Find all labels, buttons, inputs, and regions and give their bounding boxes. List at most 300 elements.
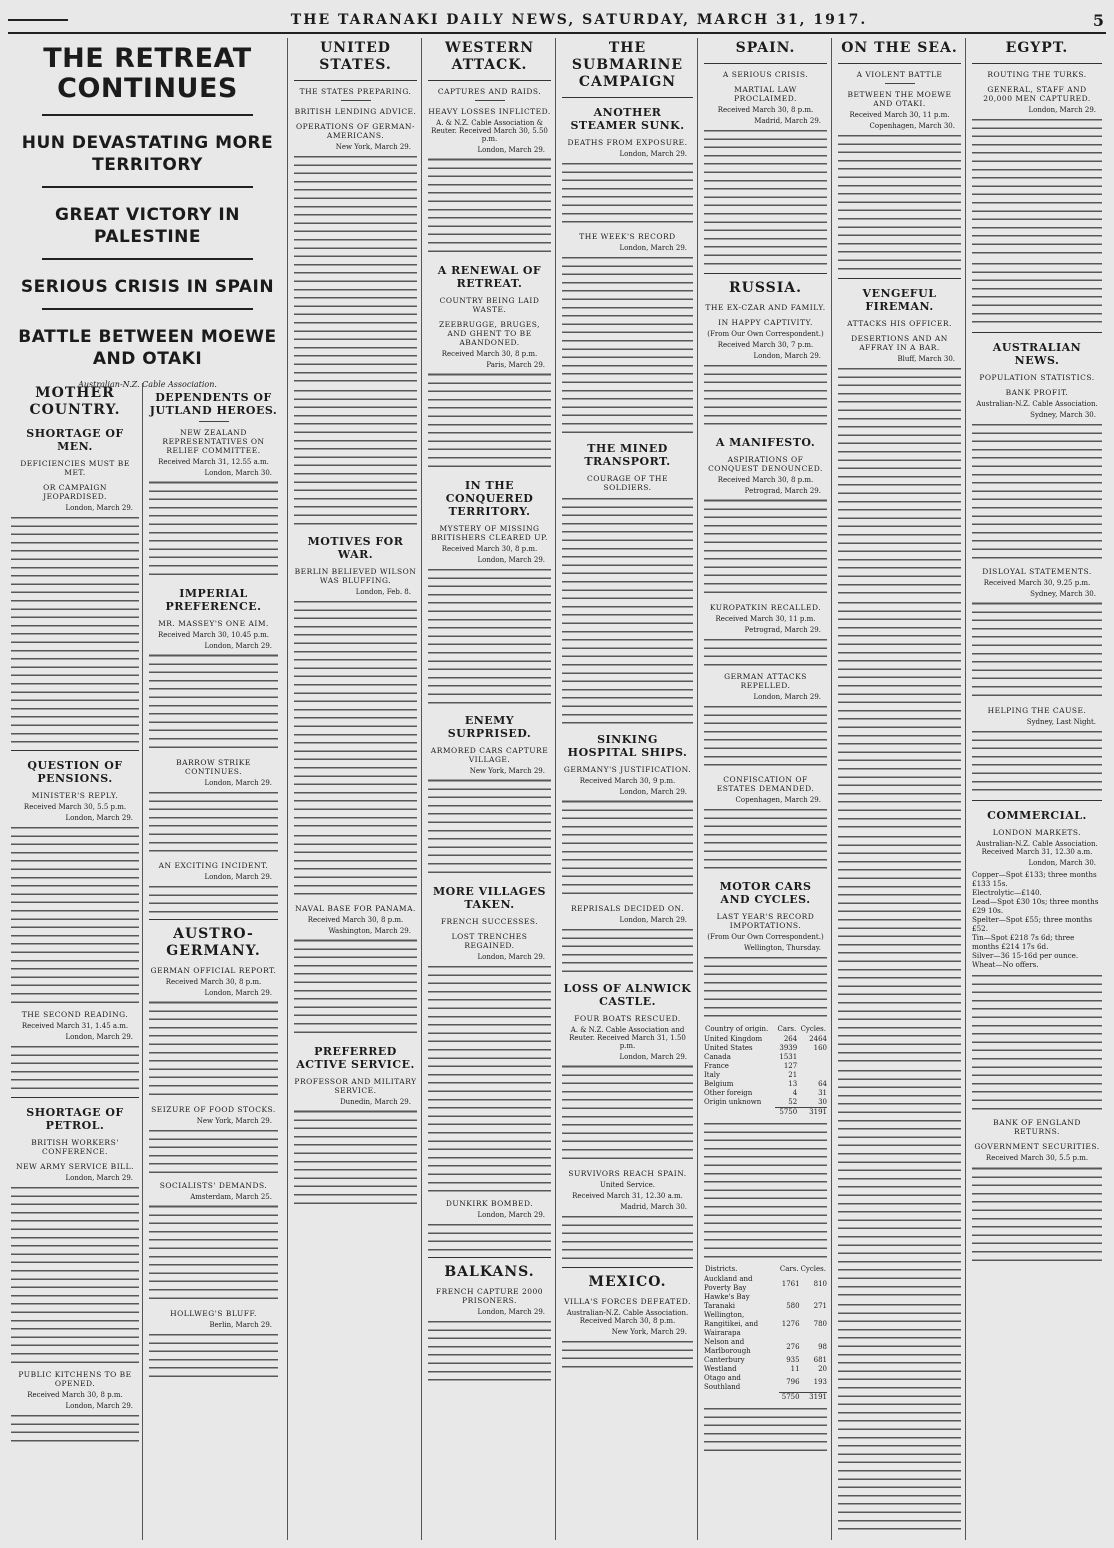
table-cell: Westland <box>704 1365 737 1373</box>
article-body <box>428 156 551 256</box>
received-line: Received March 30, 8 p.m. <box>441 350 538 358</box>
article-body <box>704 636 827 666</box>
subheading: BERLIN BELIEVED WILSON WAS BLUFFING. <box>294 567 417 585</box>
subheading: COUNTRY BEING LAID WASTE. <box>439 296 540 314</box>
section-heading: THE SUBMARINE CAMPAIGN <box>571 40 684 90</box>
table-row <box>704 1071 827 1080</box>
article-heading: QUESTION OF PENSIONS. <box>27 759 123 785</box>
table-cell: 30 <box>818 1098 827 1106</box>
subheading: A VIOLENT BATTLE <box>856 70 943 79</box>
divider <box>838 278 961 279</box>
received-line: Received March 30, 11 p.m. <box>715 615 816 623</box>
dateline: London, March 29. <box>65 814 133 822</box>
subheading: HEAVY LOSSES INFLICTED. <box>428 107 551 116</box>
subheading: NEW ZEALAND REPRESENTATIVES ON RELIEF COMMITTEE. <box>162 428 265 455</box>
subheading: THE EX-CZAR AND FAMILY. <box>705 303 826 312</box>
received-line: Received March 30, 8 p.m. <box>27 1391 123 1399</box>
subheading: GERMAN OFFICIAL REPORT. <box>150 966 277 975</box>
article-body <box>704 703 827 769</box>
table-row <box>704 1062 827 1071</box>
dateline: Amsterdam, March 25. <box>190 1193 272 1201</box>
dateline: London, March 29. <box>204 642 272 650</box>
banner-headline-3: GREAT VICTORY IN PALESTINE <box>55 205 240 247</box>
dateline: London, March 29. <box>619 788 687 796</box>
table-row <box>704 1356 827 1365</box>
subheading: LOST TRENCHES REGAINED. <box>451 932 528 950</box>
divider <box>428 1257 551 1258</box>
table-row <box>704 1044 827 1053</box>
received-line: Received March 30, 5.5 p.m. <box>985 1154 1089 1162</box>
import-table <box>704 1024 827 1117</box>
table-cell: Hawke's Bay <box>704 1293 750 1301</box>
article-body <box>838 132 961 272</box>
table-total-cell: 5750 <box>775 1108 797 1118</box>
table-row <box>704 1338 827 1356</box>
table-cell <box>779 1293 800 1302</box>
column-lead <box>8 38 288 1540</box>
subheading: GENERAL, STAFF AND 20,000 MEN CAPTURED. <box>983 85 1091 103</box>
dateline: New York, March 29. <box>335 143 411 151</box>
received-line: Received March 30, 7 p.m. <box>717 341 814 349</box>
article-heading: ANOTHER STEAMER SUNK. <box>570 106 685 132</box>
subheading: ROUTING THE TURKS. <box>987 70 1087 79</box>
divider <box>294 80 417 81</box>
banner-headline-5: BATTLE BETWEEN MOEWE AND OTAKI <box>18 327 277 369</box>
dateline: London, Feb. 8. <box>355 588 411 596</box>
subheading: MYSTERY OF MISSING BRITISHERS CLEARED UP. <box>431 524 548 542</box>
subheading: GOVERNMENT SECURITIES. <box>974 1142 1100 1151</box>
table-cell <box>797 1062 827 1071</box>
table-cell: 31 <box>818 1089 827 1097</box>
dateline: London, March 29. <box>204 989 272 997</box>
table-cell <box>800 1293 827 1302</box>
divider <box>341 100 371 101</box>
divider <box>704 63 827 64</box>
byline: United Service. <box>599 1181 656 1189</box>
page-number: 5 <box>1092 10 1106 30</box>
table-row <box>704 1293 827 1302</box>
table-row <box>704 1098 827 1108</box>
table-cell: 796 <box>786 1378 800 1387</box>
subcolumn-right <box>146 383 281 1540</box>
table-header-row <box>704 1024 827 1035</box>
dateline: London, March 30. <box>1028 859 1096 867</box>
divider <box>475 100 505 101</box>
divider <box>838 63 961 64</box>
article-body <box>972 728 1102 794</box>
table-cell <box>797 1071 827 1080</box>
article-body <box>149 789 278 855</box>
dateline: New York, March 29. <box>469 767 545 775</box>
article-body <box>704 806 827 872</box>
subheading: DEFICIENCIES MUST BE MET. <box>20 459 130 477</box>
table-total-cell: 3191 <box>800 1392 827 1402</box>
dateline: Wellington, Thursday. <box>744 944 821 952</box>
table-cell: 264 <box>783 1035 798 1043</box>
article-body <box>11 824 139 1004</box>
subheading: COURAGE OF THE SOLDIERS. <box>587 474 668 492</box>
article-body <box>562 254 693 434</box>
subheading: BANK OF ENGLAND RETURNS. <box>993 1118 1081 1136</box>
article-body <box>294 937 417 1037</box>
divider <box>149 919 278 920</box>
dateline: London, March 29. <box>204 779 272 787</box>
article-body <box>149 1127 278 1175</box>
article-body <box>294 1108 417 1208</box>
dateline: Bluff, March 30. <box>897 355 955 363</box>
article-body <box>149 999 278 1099</box>
subheading: PUBLIC KITCHENS TO BE OPENED. <box>18 1370 132 1388</box>
received-line: Received March 30, 9 p.m. <box>579 777 676 785</box>
table-cell: 1761 <box>781 1279 800 1288</box>
received-line: Received March 30, 11 p.m. <box>849 111 950 119</box>
table-row <box>704 1275 827 1293</box>
article-body <box>704 1405 827 1453</box>
market-item: Copper—Spot £133; three months £133 15s. <box>972 870 1097 888</box>
subheading: KUROPATKIN RECALLED. <box>709 603 822 612</box>
article-body <box>428 371 551 471</box>
subheading: REPRISALS DECIDED ON. <box>570 904 685 913</box>
dateline: London, March 29. <box>65 1033 133 1041</box>
subheading: CAPTURES AND RAIDS. <box>437 87 542 96</box>
subheading: HELPING THE CAUSE. <box>987 706 1087 715</box>
dateline: London, March 29. <box>1028 106 1096 114</box>
section-heading: EGYPT. <box>1005 40 1069 56</box>
dateline: Copenhagen, March 30. <box>869 122 955 130</box>
article-body <box>704 127 827 267</box>
article-heading: MOTOR CARS AND CYCLES. <box>719 880 812 906</box>
received-line: A. & N.Z. Cable Association and Reuter. Received March 31, 1.50 p.m. <box>569 1026 686 1050</box>
article-body <box>562 926 693 974</box>
dateline: London, March 29. <box>477 146 545 154</box>
dateline: Copenhagen, March 29. <box>735 796 821 804</box>
table-total-row <box>704 1392 827 1402</box>
banner-rule <box>42 186 253 188</box>
banner-headline-main: THE RETREAT CONTINUES <box>43 43 252 104</box>
table-cell: 2464 <box>809 1035 827 1043</box>
subheading: NEW ARMY SERVICE BILL. <box>16 1162 134 1171</box>
table-cell: United States <box>704 1044 753 1052</box>
masthead-rule <box>8 19 68 21</box>
markets-list <box>972 870 1102 969</box>
subheading: A SERIOUS CRISIS. <box>722 70 809 79</box>
dateline: Petrograd, March 29. <box>744 626 821 634</box>
table-cell: 1531 <box>779 1053 798 1061</box>
table-row <box>704 1374 827 1392</box>
table-cell: Belgium <box>704 1080 734 1088</box>
banner-headline-2: HUN DEVASTATING MORE TERRITORY <box>21 133 274 175</box>
article-heading: COMMERCIAL. <box>987 809 1087 822</box>
article-body <box>294 153 417 383</box>
column-western-attack <box>424 38 556 1540</box>
article-body <box>562 798 693 898</box>
dateline: London, March 29. <box>477 1308 545 1316</box>
table-header: Cycles. <box>800 1025 826 1033</box>
table-cell: 160 <box>813 1044 827 1052</box>
market-item: Lead—Spot £30 10s; three months £29 10s. <box>972 897 1099 915</box>
dateline: Sydney, Last Night. <box>1026 718 1096 726</box>
divider <box>199 421 229 422</box>
received-line: Received March 31, 12.55 a.m. <box>158 458 269 466</box>
dateline: London, March 29. <box>65 1174 133 1182</box>
dateline: London, March 29. <box>65 1402 133 1410</box>
dateline: New York, March 29. <box>196 1117 272 1125</box>
table-header-row <box>704 1264 827 1275</box>
divider <box>562 1267 693 1268</box>
table-row <box>704 1053 827 1062</box>
table-cell: 20 <box>818 1365 827 1373</box>
table-cell: 127 <box>783 1062 798 1070</box>
subheading: NAVAL BASE FOR PANAMA. <box>295 904 416 913</box>
section-heading: WESTERN ATTACK. <box>444 40 535 73</box>
received-line: Received March 31, 1.45 a.m. <box>21 1022 129 1030</box>
article-heading: IMPERIAL PREFERENCE. <box>165 587 262 613</box>
banner-rule <box>42 308 253 310</box>
table-cell: Taranaki <box>704 1302 735 1310</box>
article-body <box>972 972 1102 1112</box>
article-body <box>562 1213 693 1261</box>
table-row <box>704 1089 827 1098</box>
divider <box>972 332 1102 333</box>
dateline: Sydney, March 30. <box>1030 590 1096 598</box>
article-body <box>704 497 827 597</box>
article-heading: LOSS OF ALNWICK CASTLE. <box>563 982 692 1008</box>
divider <box>11 1097 139 1098</box>
subheading: BETWEEN THE MOEWE AND OTAKI. <box>847 90 952 108</box>
article-body <box>11 514 139 744</box>
table-cell: 1276 <box>781 1320 800 1328</box>
table-cell: United Kingdom <box>704 1035 763 1043</box>
subheading: DUNKIRK BOMBED. <box>445 1199 534 1208</box>
article-body <box>428 1221 551 1251</box>
received-line: Received March 30, 8 p.m. <box>165 978 262 986</box>
divider <box>972 63 1102 64</box>
article-body <box>294 598 417 828</box>
section-heading: MOTHER COUNTRY. <box>29 385 121 418</box>
byline: (From Our Own Correspondent.) <box>707 330 824 338</box>
column-submarine-campaign <box>558 38 698 1540</box>
dateline: London, March 29. <box>619 150 687 158</box>
table-cell: Italy <box>704 1071 720 1079</box>
subheading: GERMANY'S JUSTIFICATION. <box>563 765 692 774</box>
table-cell: Canterbury <box>704 1356 745 1364</box>
table-row <box>704 1302 827 1311</box>
article-body <box>11 1412 139 1442</box>
article-body <box>562 1338 693 1368</box>
dateline: Sydney, March 30. <box>1030 411 1096 419</box>
subheading: BARROW STRIKE CONTINUES. <box>176 758 251 776</box>
table-body <box>704 1035 827 1117</box>
article-heading: DEPENDENTS OF JUTLAND HEROES. <box>149 391 278 417</box>
divider <box>704 273 827 274</box>
article-body <box>149 479 278 579</box>
subheading: OR CAMPAIGN JEOPARDISED. <box>43 483 107 501</box>
article-body <box>838 599 961 829</box>
divider <box>562 97 693 98</box>
subheading: LAST YEAR'S RECORD IMPORTATIONS. <box>716 912 815 930</box>
subheading: VILLA'S FORCES DEFEATED. <box>564 1297 691 1306</box>
received-line: Received March 30, 8 p.m. <box>717 476 814 484</box>
article-body <box>149 883 278 913</box>
banner-headline-4: SERIOUS CRISIS IN SPAIN <box>20 277 275 297</box>
article-body <box>838 833 961 1063</box>
dateline: New York, March 29. <box>611 1328 687 1336</box>
subheading: DISLOYAL STATEMENTS. <box>982 567 1092 576</box>
column-on-the-sea <box>834 38 966 1540</box>
dateline: London, March 29. <box>619 1053 687 1061</box>
table-cell: 193 <box>813 1378 827 1387</box>
article-heading: AUSTRALIAN NEWS. <box>992 341 1082 367</box>
subheading: BRITISH WORKERS' CONFERENCE. <box>31 1138 119 1156</box>
article-body <box>838 1067 961 1297</box>
dateline: London, March 29. <box>477 1211 545 1219</box>
article-body <box>11 1043 139 1091</box>
received-line: Received March 31, 12.30 a.m. <box>572 1192 683 1200</box>
table-cell: Wellington, Rangitikei, and Wairarapa <box>704 1311 759 1337</box>
subheading: SURVIVORS REACH SPAIN. <box>568 1169 687 1178</box>
banner-rule <box>42 114 253 116</box>
market-item: Tin—Spot £218 7s 6d; three months £214 17s 6d. <box>972 933 1075 951</box>
article-body <box>149 1331 278 1379</box>
article-heading: A MANIFESTO. <box>715 436 816 449</box>
received-line: Received March 30, 8 p.m. <box>717 106 814 114</box>
article-heading: THE MINED TRANSPORT. <box>584 442 671 468</box>
dateline: London, March 29. <box>619 916 687 924</box>
subheading: FRENCH SUCCESSES. <box>440 917 539 926</box>
divider <box>885 83 915 84</box>
subheading: PROFESSOR AND MILITARY SERVICE. <box>294 1077 417 1095</box>
divider <box>972 800 1102 801</box>
divider <box>428 80 551 81</box>
subheading: SEIZURE OF FOOD STOCKS. <box>151 1105 276 1114</box>
subheading: POPULATION STATISTICS. <box>979 373 1095 382</box>
table-cell: 4 <box>792 1089 798 1097</box>
article-body <box>294 387 417 527</box>
market-item: Silver—36 15-16d per ounce. <box>972 951 1079 960</box>
subheading: OPERATIONS OF GERMAN-AMERICANS. <box>295 122 416 140</box>
table-body <box>704 1275 827 1402</box>
table-row <box>704 1365 827 1374</box>
subheading: ATTACKS HIS OFFICER. <box>847 319 952 328</box>
cable-credit: Australian-N.Z. Cable Association. <box>78 380 217 389</box>
article-body <box>838 365 961 595</box>
dateline: London, March 30. <box>204 469 272 477</box>
table-cell: 935 <box>786 1356 800 1364</box>
section-heading: MEXICO. <box>588 1274 667 1290</box>
district-table <box>704 1264 827 1402</box>
received-line: Received March 30, 8 p.m. <box>307 916 404 924</box>
article-heading: SINKING HOSPITAL SHIPS. <box>567 733 688 759</box>
table-cell: 13 <box>788 1080 798 1088</box>
table-cell: 11 <box>790 1365 800 1373</box>
dateline: London, March 29. <box>65 504 133 512</box>
dateline: London, March 29. <box>619 244 687 252</box>
table-cell: 52 <box>788 1098 798 1106</box>
masthead <box>8 8 1106 34</box>
received-line: Received March 30, 8 p.m. <box>441 545 538 553</box>
subheading: CONFISCATION OF ESTATES DEMANDED. <box>716 775 815 793</box>
subheading: MR. MASSEY'S ONE AIM. <box>158 619 269 628</box>
article-body <box>149 1203 278 1303</box>
article-body <box>294 832 417 898</box>
table-header: Cycles. <box>800 1265 826 1273</box>
article-body <box>972 421 1102 561</box>
divider <box>11 750 139 751</box>
article-body <box>428 777 551 877</box>
section-heading: SPAIN. <box>735 40 796 56</box>
received-line: Received March 30, 9.25 p.m. <box>983 579 1091 587</box>
table-header: Cars. <box>777 1025 797 1033</box>
column-egypt-australia <box>968 38 1106 1540</box>
article-heading: SHORTAGE OF PETROL. <box>26 1106 124 1132</box>
table-cell: 271 <box>813 1302 827 1310</box>
received-line: Received March 30, 5.5 p.m. <box>23 803 127 811</box>
table-total-cell: 3191 <box>797 1108 827 1118</box>
section-heading: AUSTRO-GERMANY. <box>166 926 261 959</box>
table-cell: Otago and Southland <box>704 1374 741 1391</box>
dateline: Madrid, March 30. <box>620 1203 687 1211</box>
article-body <box>704 1120 827 1260</box>
article-body <box>562 160 693 226</box>
subheading: LONDON MARKETS. <box>992 828 1082 837</box>
table-cell: 780 <box>813 1320 827 1328</box>
section-heading: UNITED STATES. <box>319 40 392 73</box>
table-cell: 3939 <box>779 1044 798 1052</box>
subheading: ZEEBRUGGE, BRUGES, AND GHENT TO BE ABANDONED. <box>438 320 541 347</box>
article-body <box>11 1184 139 1364</box>
subheading: FRENCH CAPTURE 2000 PRISONERS. <box>435 1287 544 1305</box>
subheading: BRITISH LENDING ADVICE. <box>294 107 417 116</box>
dateline: Dunedin, March 29. <box>340 1098 411 1106</box>
table-cell: France <box>704 1062 729 1070</box>
article-heading: ENEMY SURPRISED. <box>447 714 532 740</box>
dateline: Berlin, March 29. <box>209 1321 272 1329</box>
article-body <box>704 954 827 1020</box>
article-heading: MOTIVES FOR WAR. <box>307 535 404 561</box>
article-body <box>838 1301 961 1531</box>
article-body <box>149 652 278 752</box>
subheading: DESERTIONS AND AN AFFRAY IN A BAR. <box>851 334 948 352</box>
received-line: Australian-N.Z. Cable Association. Received March 31, 12.30 a.m. <box>976 840 1098 856</box>
article-heading: SHORTAGE OF MEN. <box>26 427 124 453</box>
article-heading: MORE VILLAGES TAKEN. <box>432 885 547 911</box>
article-heading: VENGEFUL FIREMAN. <box>862 287 937 313</box>
table-cell: Auckland and Poverty Bay <box>704 1275 753 1292</box>
dateline: London, March 29. <box>753 352 821 360</box>
received-line: A. & N.Z. Cable Association & Reuter. Received March 30, 5.50 p.m. <box>431 119 548 143</box>
subheading: MINISTER'S REPLY. <box>31 791 119 800</box>
subheading: ASPIRATIONS OF CONQUEST DENOUNCED. <box>708 455 823 473</box>
article-body <box>972 116 1102 256</box>
column-spain-russia <box>700 38 832 1540</box>
subheading: THE STATES PREPARING. <box>299 87 412 96</box>
table-row <box>704 1311 827 1338</box>
article-heading: IN THE CONQUERED TERRITORY. <box>445 479 534 518</box>
subheading: SOCIALISTS' DEMANDS. <box>159 1181 268 1190</box>
dateline: London, March 29. <box>204 873 272 881</box>
article-body <box>972 600 1102 700</box>
section-heading: BALKANS. <box>444 1264 535 1280</box>
article-body <box>428 1318 551 1384</box>
table-header: Cars. <box>779 1265 799 1273</box>
table-row <box>704 1080 827 1089</box>
subheading: DEATHS FROM EXPOSURE. <box>567 138 688 147</box>
dateline: Petrograd, March 29. <box>744 487 821 495</box>
subcolumn-left <box>8 383 143 1540</box>
table-header: Districts. <box>705 1265 738 1273</box>
subheading: HOLLWEG'S BLUFF. <box>170 1309 257 1318</box>
market-item: Spelter—Spot £55; three months £52. <box>972 915 1093 933</box>
